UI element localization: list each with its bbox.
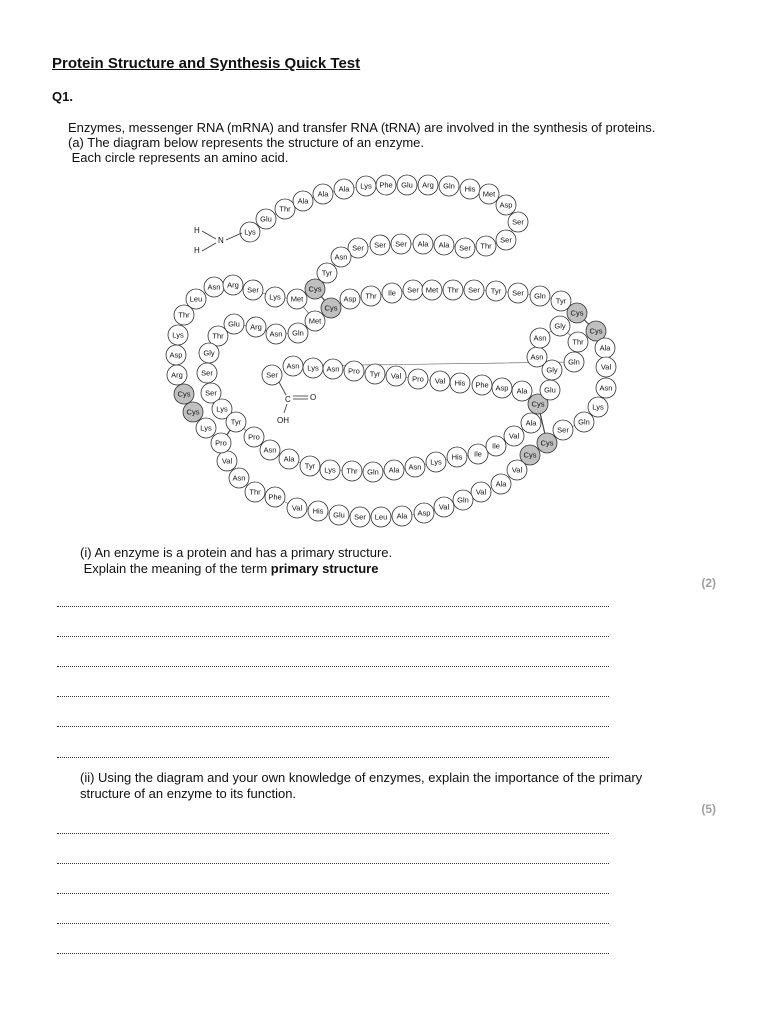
amino-acid-bead — [550, 316, 570, 336]
amino-acid-bead — [408, 369, 428, 389]
c-terminus-oh: OH — [277, 416, 289, 425]
amino-acid-bead — [567, 303, 587, 323]
answer-line[interactable] — [57, 666, 609, 667]
amino-acid-bead — [492, 378, 512, 398]
svg-text:Asn: Asn — [207, 282, 221, 292]
svg-text:Lys: Lys — [307, 363, 319, 373]
amino-acid-bead — [596, 378, 616, 398]
svg-text:Cys: Cys — [177, 389, 191, 399]
amino-acid-bead — [391, 234, 411, 254]
amino-acid-bead — [344, 361, 364, 381]
svg-text:Ala: Ala — [495, 479, 507, 489]
svg-text:Asn: Asn — [334, 252, 348, 262]
amino-acid-bead — [244, 427, 264, 447]
amino-acid-bead — [450, 373, 470, 393]
n-terminus-h2: H — [194, 246, 200, 255]
svg-text:Lys: Lys — [360, 181, 372, 191]
amino-acid-bead — [595, 338, 615, 358]
amino-acid-bead — [363, 462, 383, 482]
svg-text:Thr: Thr — [365, 291, 377, 301]
amino-acid-bead — [275, 199, 295, 219]
amino-acid-bead — [313, 184, 333, 204]
n-terminus-n: N — [218, 236, 224, 245]
amino-acid-bead — [323, 359, 343, 379]
answer-line[interactable] — [57, 953, 609, 954]
svg-text:Leu: Leu — [374, 512, 388, 522]
svg-text:Cys: Cys — [186, 407, 200, 417]
amino-acid-bead — [197, 363, 217, 383]
answer-line[interactable] — [57, 893, 609, 894]
amino-acid-bead — [453, 490, 473, 510]
amino-acid-bead — [243, 280, 263, 300]
svg-text:Cys: Cys — [308, 284, 322, 294]
svg-text:Ser: Ser — [266, 370, 278, 380]
answer-line[interactable] — [57, 696, 609, 697]
svg-text:Ser: Ser — [352, 243, 364, 253]
amino-acid-bead — [320, 460, 340, 480]
amino-acid-bead — [204, 277, 224, 297]
amino-acid-bead — [471, 482, 491, 502]
svg-text:Ser: Ser — [459, 243, 471, 253]
amino-acid-bead — [342, 461, 362, 481]
amino-acid-bead — [472, 375, 492, 395]
svg-text:Arg: Arg — [171, 370, 183, 380]
amino-acid-bead — [260, 440, 280, 460]
svg-text:Asn: Asn — [408, 462, 422, 472]
amino-acid-bead — [283, 356, 303, 376]
svg-text:Gly: Gly — [554, 321, 566, 331]
svg-text:Asn: Asn — [232, 473, 246, 483]
amino-acid-bead — [329, 505, 349, 525]
amino-acid-bead — [321, 298, 341, 318]
amino-acid-bead — [430, 371, 450, 391]
amino-acid-bead — [422, 280, 442, 300]
marks-badge: (2) — [701, 576, 716, 590]
question-i-line2 — [80, 561, 392, 577]
svg-text:Phe: Phe — [379, 180, 393, 190]
amino-acid-bead — [443, 280, 463, 300]
question-ii-line1: (ii) Using the diagram and your own knowledge of enzymes, explain the importance of the primary — [80, 770, 643, 785]
svg-text:Cys: Cys — [324, 303, 338, 313]
svg-text:Ala: Ala — [417, 239, 429, 249]
svg-text:Gln: Gln — [578, 417, 590, 427]
svg-text:Thr: Thr — [447, 285, 459, 295]
svg-text:Glu: Glu — [333, 510, 345, 520]
amino-acid-bead — [479, 184, 499, 204]
amino-acid-bead — [256, 209, 276, 229]
amino-acid-bead — [414, 503, 434, 523]
amino-acid-bead — [384, 460, 404, 480]
primary-structure-term: primary structure — [270, 561, 379, 576]
amino-acid-bead — [287, 289, 307, 309]
svg-text:His: His — [454, 378, 466, 388]
svg-text:Tyr: Tyr — [230, 417, 242, 427]
svg-text:Pro: Pro — [412, 374, 424, 384]
svg-text:Gln: Gln — [367, 467, 379, 477]
amino-acid-bead — [199, 343, 219, 363]
amino-acid-bead — [223, 275, 243, 295]
amino-acid-bead — [279, 449, 299, 469]
amino-acid-bead — [439, 176, 459, 196]
svg-text:Lys: Lys — [244, 227, 256, 237]
svg-text:Lys: Lys — [216, 404, 228, 414]
svg-text:Asn: Asn — [263, 445, 277, 455]
svg-text:Arg: Arg — [227, 280, 239, 290]
amino-acid-bead — [476, 236, 496, 256]
amino-acid-bead — [305, 279, 325, 299]
amino-acid-bead — [371, 507, 391, 527]
svg-text:Ser: Ser — [374, 240, 386, 250]
svg-text:Ala: Ala — [516, 386, 528, 396]
amino-acid-bead — [226, 412, 246, 432]
amino-acid-bead — [356, 176, 376, 196]
svg-text:Asn: Asn — [286, 361, 300, 371]
svg-text:Asn: Asn — [599, 383, 613, 393]
svg-text:Glu: Glu — [260, 214, 272, 224]
svg-text:Ala: Ala — [297, 196, 309, 206]
svg-text:Val: Val — [475, 487, 487, 497]
svg-text:Asp: Asp — [499, 200, 513, 210]
amino-acid-bead — [350, 507, 370, 527]
amino-acid-bead — [331, 247, 351, 267]
svg-text:Thr: Thr — [279, 204, 291, 214]
svg-text:Tyr: Tyr — [555, 296, 567, 306]
svg-text:Tyr: Tyr — [490, 286, 502, 296]
answer-line[interactable] — [57, 636, 609, 637]
amino-acid-bead — [512, 381, 532, 401]
svg-text:Lys: Lys — [200, 423, 212, 433]
svg-text:Arg: Arg — [422, 180, 434, 190]
svg-text:Tyr: Tyr — [369, 369, 381, 379]
svg-text:Gln: Gln — [568, 357, 580, 367]
amino-acid-bead — [382, 283, 402, 303]
svg-text:Cys: Cys — [531, 399, 545, 409]
amino-acid-bead — [265, 487, 285, 507]
question-i-prefix: Explain the meaning of the term — [80, 561, 271, 576]
svg-text:Thr: Thr — [480, 241, 492, 251]
question-ii — [80, 770, 642, 802]
amino-acid-bead — [553, 420, 573, 440]
amino-acid-bead — [486, 281, 506, 301]
amino-acid-bead — [168, 325, 188, 345]
amino-acid-bead — [455, 238, 475, 258]
answer-line[interactable] — [57, 757, 609, 758]
svg-text:Met: Met — [482, 189, 496, 199]
svg-text:Lys: Lys — [269, 292, 281, 302]
svg-text:Asn: Asn — [269, 329, 283, 339]
amino-acid-bead — [266, 324, 286, 344]
answer-line[interactable] — [57, 833, 609, 834]
svg-text:Ser: Ser — [512, 217, 524, 227]
svg-text:Ser: Ser — [205, 388, 217, 398]
amino-acid-bead — [508, 212, 528, 232]
question-i-line1: (i) An enzyme is a protein and has a primary structure. — [80, 545, 393, 560]
svg-text:His: His — [464, 184, 476, 194]
intro-line: (a) The diagram below represents the structure of an enzyme. — [68, 135, 424, 150]
svg-text:Lys: Lys — [324, 465, 336, 475]
amino-acid-bead — [365, 364, 385, 384]
amino-acid-bead — [491, 474, 511, 494]
amino-acid-bead — [447, 447, 467, 467]
svg-text:Gln: Gln — [443, 181, 455, 191]
svg-text:Ala: Ala — [438, 240, 450, 250]
amino-acid-bead — [300, 456, 320, 476]
amino-acid-bead — [361, 286, 381, 306]
marks-badge: (5) — [701, 802, 716, 816]
amino-acid-bead — [568, 332, 588, 352]
svg-text:Cys: Cys — [540, 438, 554, 448]
amino-acid-bead — [530, 328, 550, 348]
svg-text:Asp: Asp — [169, 350, 183, 360]
amino-acid-bead — [265, 287, 285, 307]
page-title: Protein Structure and Synthesis Quick Test — [52, 55, 361, 72]
svg-text:Ala: Ala — [317, 189, 329, 199]
amino-acid-bead — [397, 175, 417, 195]
svg-text:Gln: Gln — [292, 328, 304, 338]
amino-acid-bead — [305, 311, 325, 331]
n-terminus — [194, 226, 242, 255]
c-terminus-c: C — [285, 395, 291, 404]
question-intro — [68, 120, 655, 165]
n-terminus-h1: H — [194, 226, 200, 235]
amino-acid-bead — [588, 397, 608, 417]
svg-text:Gln: Gln — [534, 291, 546, 301]
amino-acid-bead — [174, 384, 194, 404]
svg-text:Tyr: Tyr — [321, 268, 333, 278]
answer-line[interactable] — [57, 606, 609, 607]
svg-text:Val: Val — [221, 456, 233, 466]
amino-acid-bead — [229, 468, 249, 488]
amino-acid-bead — [418, 175, 438, 195]
svg-text:Thr: Thr — [212, 331, 224, 341]
svg-text:Ser: Ser — [247, 285, 259, 295]
svg-text:Met: Met — [425, 285, 439, 295]
amino-acid-bead — [434, 235, 454, 255]
svg-text:Met: Met — [308, 316, 322, 326]
answer-line[interactable] — [57, 726, 609, 727]
question-ii-line2: structure of an enzyme to its function. — [80, 786, 297, 801]
amino-acid-bead — [196, 418, 216, 438]
svg-text:His: His — [451, 452, 463, 462]
svg-text:Val: Val — [600, 362, 612, 372]
amino-acid-bead — [460, 179, 480, 199]
svg-text:Leu: Leu — [189, 294, 203, 304]
question-i — [80, 545, 392, 577]
svg-text:Val: Val — [508, 431, 520, 441]
svg-text:Lys: Lys — [430, 457, 442, 467]
amino-acid-bead — [496, 230, 516, 250]
amino-acid-bead — [370, 235, 390, 255]
svg-text:Cys: Cys — [570, 308, 584, 318]
svg-text:Ala: Ala — [388, 465, 400, 475]
amino-acid-bead — [413, 234, 433, 254]
svg-text:Phe: Phe — [475, 380, 489, 390]
amino-acid-bead — [340, 289, 360, 309]
svg-text:Glu: Glu — [544, 385, 556, 395]
amino-acid-bead — [167, 365, 187, 385]
amino-acid-bead — [468, 444, 488, 464]
svg-text:Pro: Pro — [215, 438, 227, 448]
svg-text:Val: Val — [434, 376, 446, 386]
amino-acid-bead — [386, 366, 406, 386]
amino-acid-bead — [334, 179, 354, 199]
svg-text:Ala: Ala — [283, 454, 295, 464]
svg-text:Lys: Lys — [172, 330, 184, 340]
svg-text:Ala: Ala — [599, 343, 611, 353]
svg-text:Ser: Ser — [395, 239, 407, 249]
svg-text:Ile: Ile — [474, 449, 482, 459]
svg-text:Asp: Asp — [417, 508, 431, 518]
amino-acid-bead — [376, 175, 396, 195]
svg-text:Asp: Asp — [343, 294, 357, 304]
amino-acid-bead — [496, 195, 516, 215]
svg-text:Val: Val — [390, 371, 402, 381]
svg-text:Thr: Thr — [178, 310, 190, 320]
svg-text:Ala: Ala — [396, 511, 408, 521]
amino-acid-bead — [540, 380, 560, 400]
amino-acid-bead — [508, 283, 528, 303]
svg-text:Lys: Lys — [592, 402, 604, 412]
svg-text:Val: Val — [438, 502, 450, 512]
svg-text:Ile: Ile — [388, 288, 396, 298]
c-terminus — [277, 382, 316, 425]
svg-text:Gln: Gln — [457, 495, 469, 505]
amino-acid-bead — [596, 357, 616, 377]
svg-text:Ser: Ser — [557, 425, 569, 435]
answer-line[interactable] — [57, 923, 609, 924]
svg-text:Thr: Thr — [572, 337, 584, 347]
amino-acid-bead — [217, 451, 237, 471]
svg-text:Cys: Cys — [589, 326, 603, 336]
amino-acid-bead — [426, 452, 446, 472]
svg-text:Ala: Ala — [525, 418, 537, 428]
amino-acid-bead — [211, 433, 231, 453]
enzyme-structure-diagram — [0, 160, 768, 530]
svg-text:Asn: Asn — [326, 364, 340, 374]
amino-acid-bead — [288, 323, 308, 343]
answer-line[interactable] — [57, 863, 609, 864]
amino-acid-bead — [564, 352, 584, 372]
amino-acid-bead — [186, 289, 206, 309]
svg-text:Cys: Cys — [523, 450, 537, 460]
amino-acid-bead — [293, 191, 313, 211]
svg-text:Pro: Pro — [348, 366, 360, 376]
svg-text:Gly: Gly — [546, 365, 558, 375]
svg-text:Thr: Thr — [249, 487, 261, 497]
svg-text:Ser: Ser — [512, 288, 524, 298]
amino-acid-bead — [405, 457, 425, 477]
svg-text:Tyr: Tyr — [304, 461, 316, 471]
amino-acid-bead — [574, 412, 594, 432]
amino-acid-bead — [530, 286, 550, 306]
svg-text:Val: Val — [511, 465, 523, 475]
svg-text:Val: Val — [291, 503, 303, 513]
amino-acid-bead — [527, 347, 547, 367]
amino-acid-bead — [308, 501, 328, 521]
svg-text:Glu: Glu — [401, 180, 413, 190]
amino-acid-bead — [486, 436, 506, 456]
amino-acid-bead — [240, 222, 260, 242]
svg-text:Asn: Asn — [530, 352, 544, 362]
svg-text:Pro: Pro — [248, 432, 260, 442]
svg-text:Ala: Ala — [338, 184, 350, 194]
svg-text:Ser: Ser — [500, 235, 512, 245]
svg-text:Glu: Glu — [228, 319, 240, 329]
c-terminus-o: O — [310, 393, 317, 402]
amino-acid-bead — [504, 426, 524, 446]
svg-text:Asp: Asp — [495, 383, 509, 393]
amino-acid-bead — [245, 482, 265, 502]
svg-text:Phe: Phe — [268, 492, 282, 502]
amino-acid-bead — [183, 402, 203, 422]
amino-acid-bead — [246, 317, 266, 337]
svg-text:Ile: Ile — [492, 441, 500, 451]
amino-acid-bead — [464, 280, 484, 300]
svg-text:Ser: Ser — [201, 368, 213, 378]
amino-acid-bead — [434, 497, 454, 517]
intro-line: Each circle represents an amino acid. — [68, 150, 289, 165]
svg-text:Asn: Asn — [533, 333, 547, 343]
amino-acid-bead — [303, 358, 323, 378]
amino-acid-bead — [507, 460, 527, 480]
amino-acid-bead — [392, 506, 412, 526]
svg-text:Ser: Ser — [468, 285, 480, 295]
question-number: Q1. — [52, 89, 73, 104]
svg-text:Arg: Arg — [250, 322, 262, 332]
svg-text:Ser: Ser — [407, 285, 419, 295]
svg-text:Met: Met — [290, 294, 304, 304]
amino-acid-bead — [521, 413, 541, 433]
svg-text:Gly: Gly — [203, 348, 215, 358]
svg-text:His: His — [312, 506, 324, 516]
amino-acid-bead — [287, 498, 307, 518]
intro-line: Enzymes, messenger RNA (mRNA) and transfer RNA (tRNA) are involved in the synthesis of proteins. — [68, 120, 656, 135]
svg-text:Thr: Thr — [346, 466, 358, 476]
svg-text:Ser: Ser — [354, 512, 366, 522]
amino-acid-bead — [403, 280, 423, 300]
amino-acid-bead — [166, 345, 186, 365]
amino-acid-bead — [537, 433, 557, 453]
